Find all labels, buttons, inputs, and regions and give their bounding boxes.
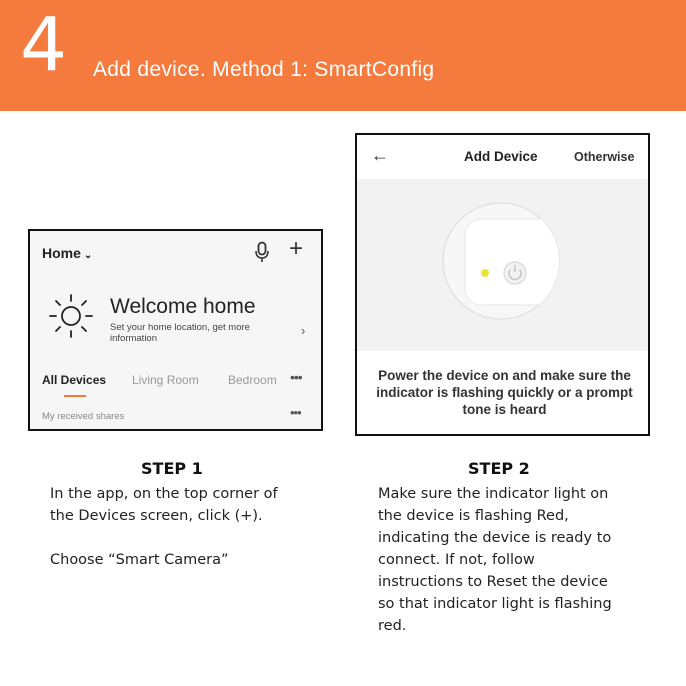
add-device-title: Add Device bbox=[464, 149, 538, 164]
welcome-subtitle: Set your home location, get more information bbox=[110, 322, 250, 345]
power-instruction: Power the device on and make sure the indicator is flashing quickly or a prompt tone is heard bbox=[376, 368, 633, 418]
add-device-plus-button[interactable]: + bbox=[289, 235, 304, 262]
add-device-screenshot bbox=[355, 133, 650, 436]
tab-all-devices[interactable]: All Devices bbox=[42, 373, 107, 387]
power-icon bbox=[504, 262, 526, 284]
active-tab-underline bbox=[64, 395, 86, 397]
step1-choose-text: Choose “Smart Camera” bbox=[50, 552, 229, 568]
room-tabs bbox=[42, 369, 312, 393]
more-icon[interactable]: ••• bbox=[290, 369, 302, 385]
step2-text-container bbox=[378, 483, 638, 637]
chevron-right-icon[interactable]: › bbox=[301, 323, 306, 338]
shares-more-icon[interactable]: ••• bbox=[290, 405, 301, 420]
step1-heading: STEP 1 bbox=[141, 459, 203, 478]
top-bar bbox=[357, 135, 648, 179]
app-home-screenshot bbox=[28, 229, 323, 431]
back-arrow-icon[interactable]: ← bbox=[371, 145, 389, 165]
tab-living-room[interactable]: Living Room bbox=[132, 373, 199, 387]
header-banner bbox=[0, 0, 686, 111]
sun-icon bbox=[48, 293, 94, 339]
home-label: Home bbox=[42, 245, 81, 261]
device-illustration bbox=[441, 201, 561, 321]
step2-text: Make sure the indicator light on the device is flashing Red, indicating the device is ready to connect. If not, follow instructions to Reset the device so that indicator light is flashing red. bbox=[378, 486, 612, 634]
tab-bedroom[interactable]: Bedroom bbox=[228, 373, 277, 387]
chevron-down-icon: ⌄ bbox=[83, 250, 93, 261]
home-selector[interactable] bbox=[42, 245, 92, 261]
received-shares-label: My received shares bbox=[42, 411, 125, 422]
page-title: Add device. Method 1: SmartConfig bbox=[93, 58, 435, 81]
step1-text: In the app, on the top corner of the Devices screen, click (+). bbox=[50, 486, 278, 524]
step-number: 4 bbox=[20, 2, 68, 88]
step2-heading: STEP 2 bbox=[468, 459, 530, 478]
microphone-icon[interactable] bbox=[254, 241, 270, 263]
indicator-light bbox=[481, 269, 489, 277]
otherwise-button[interactable]: Otherwise bbox=[574, 150, 635, 164]
welcome-heading: Welcome home bbox=[110, 295, 256, 318]
